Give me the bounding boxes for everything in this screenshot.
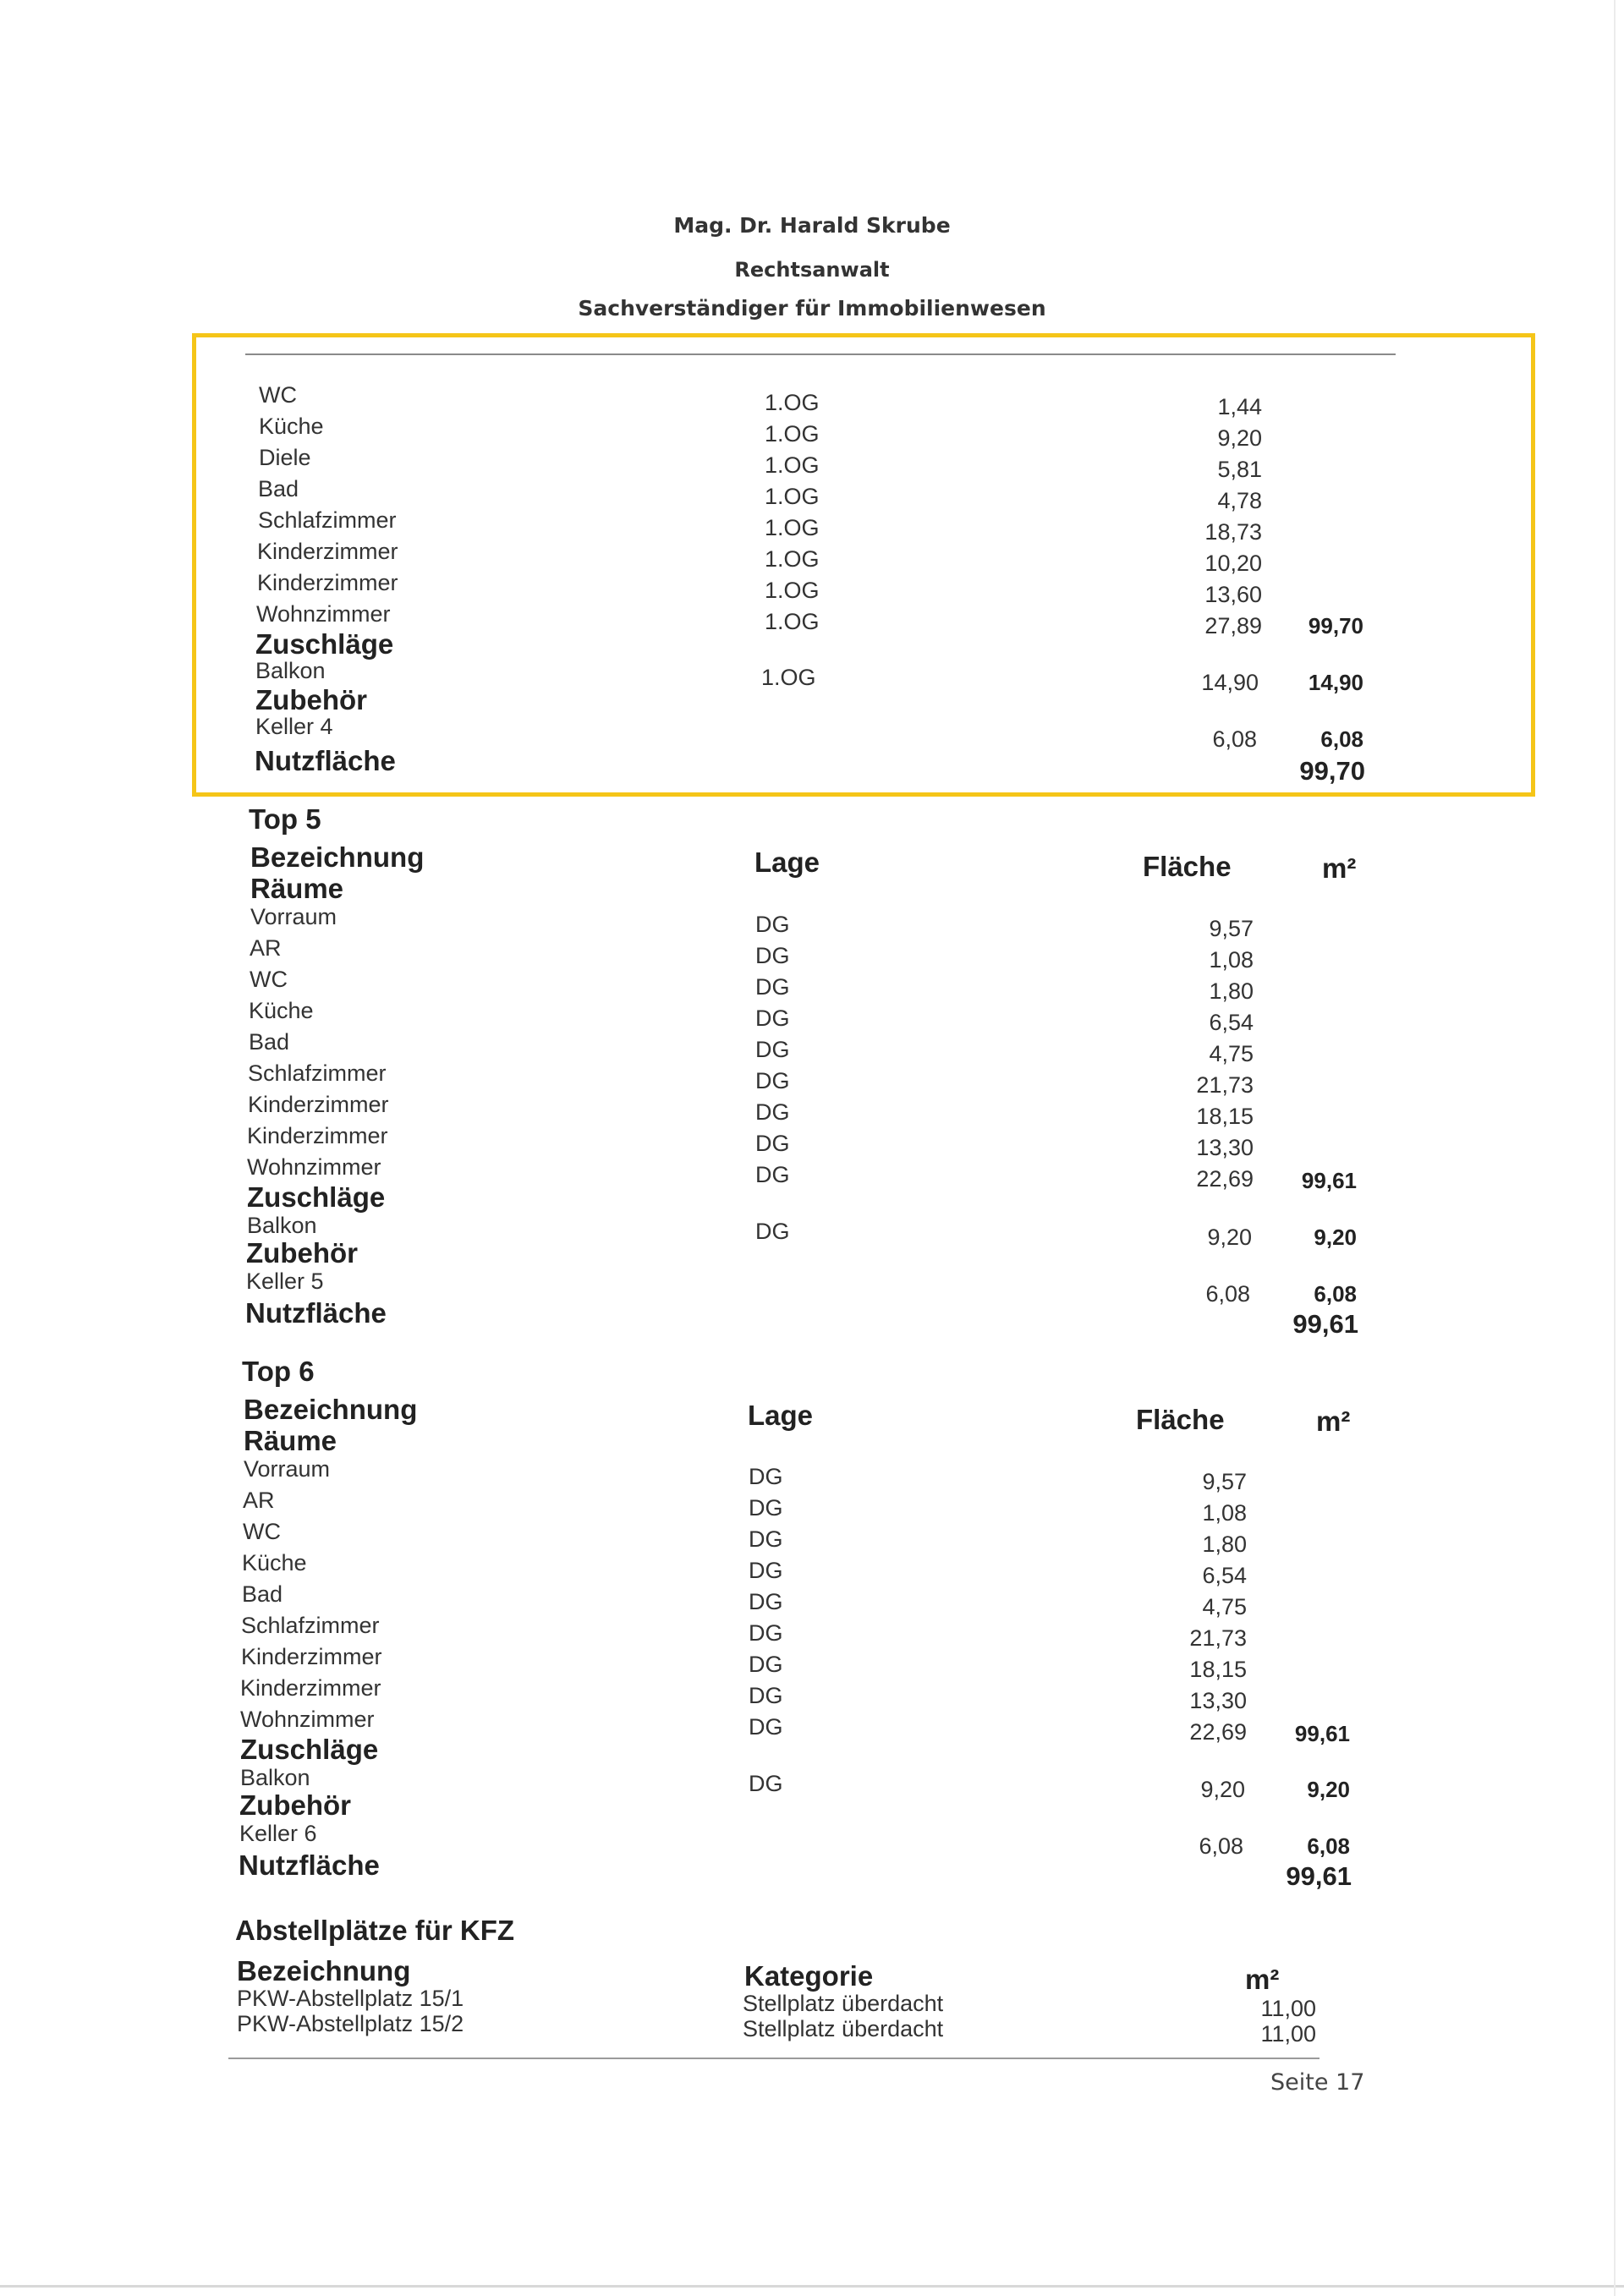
room-lage: DG <box>749 1620 783 1646</box>
room-name: Kinderzimmer <box>241 1644 382 1669</box>
room-area: 1,80 <box>1209 978 1254 1004</box>
room-name: Schlafzimmer <box>248 1060 387 1086</box>
room-area: 1,80 <box>1202 1532 1247 1557</box>
page-bottom-edge <box>0 2285 1624 2288</box>
nutzflaeche-heading: Nutzfläche <box>239 1849 380 1881</box>
balkon-label: Balkon <box>255 658 326 683</box>
keller-area: 6,08 <box>1199 1833 1243 1859</box>
balkon-lage: DG <box>755 1219 790 1244</box>
balkon-label: Balkon <box>247 1213 317 1238</box>
page-number: Seite 17 <box>1270 2069 1365 2096</box>
balkon-area: 9,20 <box>1200 1777 1245 1802</box>
room-lage: DG <box>749 1558 783 1583</box>
room-area: 1,44 <box>1217 394 1262 419</box>
room-lage: 1.OG <box>765 609 820 634</box>
rooms-sum: 99,61 <box>1294 1721 1350 1746</box>
room-name: Bad <box>249 1029 290 1055</box>
keller-sum: 6,08 <box>1314 1281 1357 1307</box>
room-lage: DG <box>755 943 790 968</box>
bezeichnung-heading: Bezeichnung <box>244 1394 418 1425</box>
nutzflaeche-heading: Nutzfläche <box>245 1297 387 1329</box>
room-name: Vorraum <box>244 1456 331 1482</box>
section-title: Top 5 <box>249 803 321 835</box>
room-name: Bad <box>242 1581 283 1607</box>
room-lage: 1.OG <box>765 484 820 509</box>
room-name: AR <box>250 935 282 961</box>
room-lage: DG <box>749 1589 783 1614</box>
room-lage: DG <box>749 1683 783 1708</box>
room-lage: DG <box>755 1162 790 1187</box>
room-name: Wohnzimmer <box>240 1707 375 1732</box>
balkon-sum: 14,90 <box>1308 670 1363 695</box>
balkon-label: Balkon <box>240 1765 310 1790</box>
balkon-lage: DG <box>749 1771 783 1796</box>
raeume-heading: Räume <box>244 1425 337 1456</box>
room-area: 18,15 <box>1196 1104 1254 1129</box>
footer-rule <box>228 2058 1320 2059</box>
room-name: Diele <box>259 445 311 470</box>
room-area: 9,57 <box>1209 916 1254 941</box>
room-area: 6,54 <box>1209 1010 1254 1035</box>
room-lage: 1.OG <box>765 421 820 447</box>
lage-column-header: Lage <box>748 1400 814 1431</box>
zuschlaege-heading: Zuschläge <box>247 1181 386 1213</box>
unit-column-header: m² <box>1316 1406 1351 1437</box>
flaeche-column-header: Fläche <box>1143 851 1232 882</box>
bezeichnung-heading: Bezeichnung <box>237 1955 411 1986</box>
nutzflaeche-total: 99,61 <box>1292 1309 1358 1339</box>
room-area: 13,30 <box>1196 1135 1254 1160</box>
zubehoer-heading: Zubehör <box>255 684 367 715</box>
room-lage: DG <box>755 1068 790 1093</box>
room-area: 9,20 <box>1217 425 1262 451</box>
keller-label: Keller 4 <box>255 714 333 739</box>
room-area: 18,15 <box>1189 1657 1247 1682</box>
parking-name: PKW-Abstellplatz 15/2 <box>237 2011 464 2036</box>
room-lage: DG <box>755 1131 790 1156</box>
room-name: Schlafzimmer <box>258 507 397 533</box>
balkon-lage: 1.OG <box>761 665 816 690</box>
room-area: 21,73 <box>1189 1625 1247 1651</box>
kategorie-column-header: Kategorie <box>744 1960 874 1992</box>
parking-area: 11,00 <box>1260 1996 1316 2021</box>
keller-sum: 6,08 <box>1307 1833 1350 1859</box>
room-lage: DG <box>749 1526 783 1552</box>
room-name: Küche <box>259 414 324 439</box>
room-area: 21,73 <box>1196 1072 1254 1098</box>
keller-label: Keller 6 <box>239 1821 317 1846</box>
room-area: 1,08 <box>1209 947 1254 973</box>
rooms-sum: 99,61 <box>1301 1168 1357 1193</box>
balkon-area: 14,90 <box>1201 670 1259 695</box>
room-area: 4,78 <box>1217 488 1262 513</box>
room-lage: DG <box>749 1652 783 1677</box>
room-area: 10,20 <box>1204 551 1262 576</box>
balkon-sum: 9,20 <box>1314 1225 1357 1250</box>
room-lage: DG <box>755 974 790 1000</box>
room-lage: DG <box>749 1714 783 1740</box>
raeume-heading: Räume <box>250 873 344 904</box>
section-title: Top 6 <box>242 1356 315 1387</box>
room-area: 4,75 <box>1202 1594 1247 1619</box>
keller-sum: 6,08 <box>1320 726 1363 752</box>
room-lage: 1.OG <box>765 515 820 540</box>
room-area: 22,69 <box>1189 1719 1247 1745</box>
parking-kategorie: Stellplatz überdacht <box>743 2016 944 2041</box>
room-name: Kinderzimmer <box>248 1092 389 1117</box>
room-name: WC <box>259 382 297 408</box>
room-name: Kinderzimmer <box>240 1675 381 1701</box>
room-name: Kinderzimmer <box>247 1123 388 1148</box>
parking-area: 11,00 <box>1260 2021 1316 2047</box>
room-name: AR <box>243 1488 275 1513</box>
room-area: 9,57 <box>1202 1469 1247 1494</box>
nutzflaeche-total: 99,70 <box>1299 756 1365 786</box>
room-area: 6,54 <box>1202 1563 1247 1588</box>
room-lage: DG <box>749 1495 783 1521</box>
room-lage: 1.OG <box>765 452 820 478</box>
letterhead-name: Mag. Dr. Harald Skrube <box>673 213 951 238</box>
room-area: 4,75 <box>1209 1041 1254 1066</box>
room-lage: DG <box>755 912 790 937</box>
room-area: 18,73 <box>1204 519 1262 545</box>
room-name: WC <box>250 967 288 992</box>
balkon-area: 9,20 <box>1207 1225 1252 1250</box>
room-area: 5,81 <box>1217 457 1262 482</box>
room-name: Wohnzimmer <box>256 601 391 627</box>
keller-area: 6,08 <box>1205 1281 1250 1307</box>
zuschlaege-heading: Zuschläge <box>240 1734 379 1765</box>
room-lage: DG <box>749 1464 783 1489</box>
nutzflaeche-heading: Nutzfläche <box>255 745 396 776</box>
rooms-sum: 99,70 <box>1308 613 1363 638</box>
room-name: Küche <box>242 1550 307 1575</box>
unit-column-header: m² <box>1322 852 1357 884</box>
room-lage: DG <box>755 1006 790 1031</box>
flaeche-column-header: Fläche <box>1136 1404 1225 1435</box>
room-area: 27,89 <box>1204 613 1262 638</box>
zuschlaege-heading: Zuschläge <box>255 628 394 660</box>
unit-column-header: m² <box>1245 1964 1280 1995</box>
room-area: 22,69 <box>1196 1166 1254 1192</box>
keller-label: Keller 5 <box>246 1269 324 1294</box>
room-name: WC <box>243 1519 281 1544</box>
letterhead-role: Rechtsanwalt <box>734 258 890 282</box>
room-lage: 1.OG <box>765 546 820 572</box>
room-name: Schlafzimmer <box>241 1613 380 1638</box>
room-lage: 1.OG <box>765 390 820 415</box>
room-name: Küche <box>249 998 314 1023</box>
header-rule <box>245 353 1396 355</box>
parking-name: PKW-Abstellplatz 15/1 <box>237 1986 464 2011</box>
room-lage: DG <box>755 1099 790 1125</box>
room-area: 1,08 <box>1202 1500 1247 1526</box>
balkon-sum: 9,20 <box>1307 1777 1350 1802</box>
room-name: Bad <box>258 476 299 501</box>
room-area: 13,60 <box>1204 582 1262 607</box>
lage-column-header: Lage <box>754 847 820 878</box>
parking-title: Abstellplätze für KFZ <box>235 1915 515 1946</box>
nutzflaeche-total: 99,61 <box>1286 1861 1352 1891</box>
room-lage: DG <box>755 1037 790 1062</box>
parking-kategorie: Stellplatz überdacht <box>743 1991 944 2016</box>
room-name: Kinderzimmer <box>257 570 398 595</box>
room-name: Wohnzimmer <box>247 1154 381 1180</box>
zubehoer-heading: Zubehör <box>246 1237 358 1269</box>
room-area: 13,30 <box>1189 1688 1247 1713</box>
room-name: Kinderzimmer <box>257 539 398 564</box>
room-lage: 1.OG <box>765 578 820 603</box>
page-right-edge <box>1614 0 1616 2296</box>
room-name: Vorraum <box>250 904 337 929</box>
keller-area: 6,08 <box>1212 726 1257 752</box>
bezeichnung-heading: Bezeichnung <box>250 841 425 873</box>
letterhead-expertise: Sachverständiger für Immobilienwesen <box>578 296 1046 321</box>
zubehoer-heading: Zubehör <box>239 1789 351 1821</box>
